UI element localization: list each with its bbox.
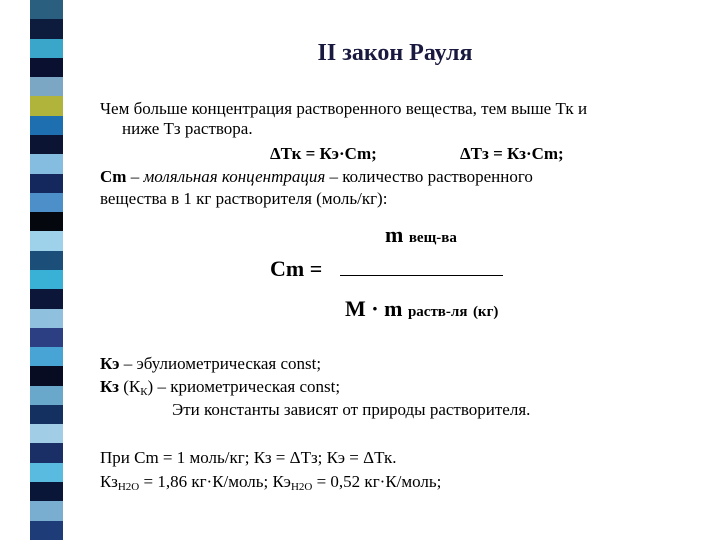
- h2o-subscript-2: H2O: [290, 481, 313, 493]
- stripe-segment: [30, 19, 63, 38]
- numerator-m: m: [385, 222, 404, 247]
- stripe-segment: [30, 463, 63, 482]
- h2o-subscript-1: H2O: [117, 481, 140, 493]
- ke-water-value: = 0,52 кг·К/моль;: [312, 472, 442, 491]
- denominator-sub: раств-ля: [407, 304, 468, 320]
- numerator-sub: вещ-ва: [408, 230, 457, 246]
- decorative-stripe: [30, 0, 63, 540]
- fraction-bar: [340, 275, 503, 276]
- text-line-2: ниже Тз раствора.: [122, 119, 253, 138]
- ke-water-symbol: Кэ: [272, 472, 291, 491]
- kz-paren: (К: [118, 377, 141, 396]
- fraction-lhs: Сm =: [270, 256, 323, 281]
- stripe-segment: [30, 424, 63, 443]
- water-constants: [100, 472, 441, 497]
- cm-definition-line2: вещества в 1 кг растворителя (моль/кг):: [100, 189, 388, 208]
- denominator-unit: (кг): [472, 304, 499, 320]
- ke-text: – эбулиометрическая const;: [119, 354, 322, 373]
- fraction-denominator: [345, 296, 499, 322]
- stripe-segment: [30, 96, 63, 115]
- stripe-segment: [30, 193, 63, 212]
- stripe-segment: [30, 309, 63, 328]
- stripe-segment: [30, 0, 63, 19]
- stripe-segment: [30, 443, 63, 462]
- kz-water-symbol: Кз: [100, 472, 118, 491]
- cm-definition: [100, 167, 533, 187]
- dash: –: [126, 167, 144, 186]
- stripe-segment: [30, 405, 63, 424]
- slide-title: II закон Рауля: [317, 40, 473, 66]
- kz-water-value: = 1,86 кг·К/моль;: [139, 472, 273, 491]
- stripe-segment: [30, 251, 63, 270]
- stripe-segment: [30, 366, 63, 385]
- stripe-segment: [30, 116, 63, 135]
- stripe-segment: [30, 231, 63, 250]
- denominator-main: M · m: [345, 296, 403, 321]
- cm-def-rest: – количество растворенного: [325, 167, 533, 186]
- when-line: При Сm = 1 моль/кг; Кз = ΔТз; Кэ = ΔТк.: [100, 448, 397, 467]
- const-note: Эти константы зависят от природы растворителя.: [172, 400, 531, 419]
- stripe-segment: [30, 212, 63, 231]
- kz-text: ) – криометрическая const;: [147, 377, 341, 396]
- stripe-segment: [30, 386, 63, 405]
- text-line-1: Чем больше концентрация растворенного вещества, тем выше Тк и: [100, 99, 588, 118]
- stripe-segment: [30, 482, 63, 501]
- stripe-segment: [30, 154, 63, 173]
- fraction-numerator: [385, 222, 457, 248]
- formula-freezing: ΔТз = Кз·Сm;: [460, 144, 564, 163]
- cm-symbol: Сm: [100, 167, 127, 186]
- ke-line: [100, 354, 321, 374]
- stripe-segment: [30, 77, 63, 96]
- molal-term: моляльная концентрация: [143, 167, 326, 186]
- stripe-segment: [30, 521, 63, 540]
- kz-subscript: К: [140, 386, 148, 398]
- stripe-segment: [30, 328, 63, 347]
- stripe-segment: [30, 347, 63, 366]
- kz-line: [100, 377, 340, 402]
- formula-boiling: ΔТк = Кэ·Сm;: [270, 144, 377, 163]
- stripe-segment: [30, 270, 63, 289]
- ke-symbol: Кэ: [100, 354, 120, 373]
- stripe-segment: [30, 135, 63, 154]
- stripe-segment: [30, 289, 63, 308]
- stripe-segment: [30, 501, 63, 520]
- kz-symbol: Кз: [100, 377, 119, 396]
- stripe-segment: [30, 174, 63, 193]
